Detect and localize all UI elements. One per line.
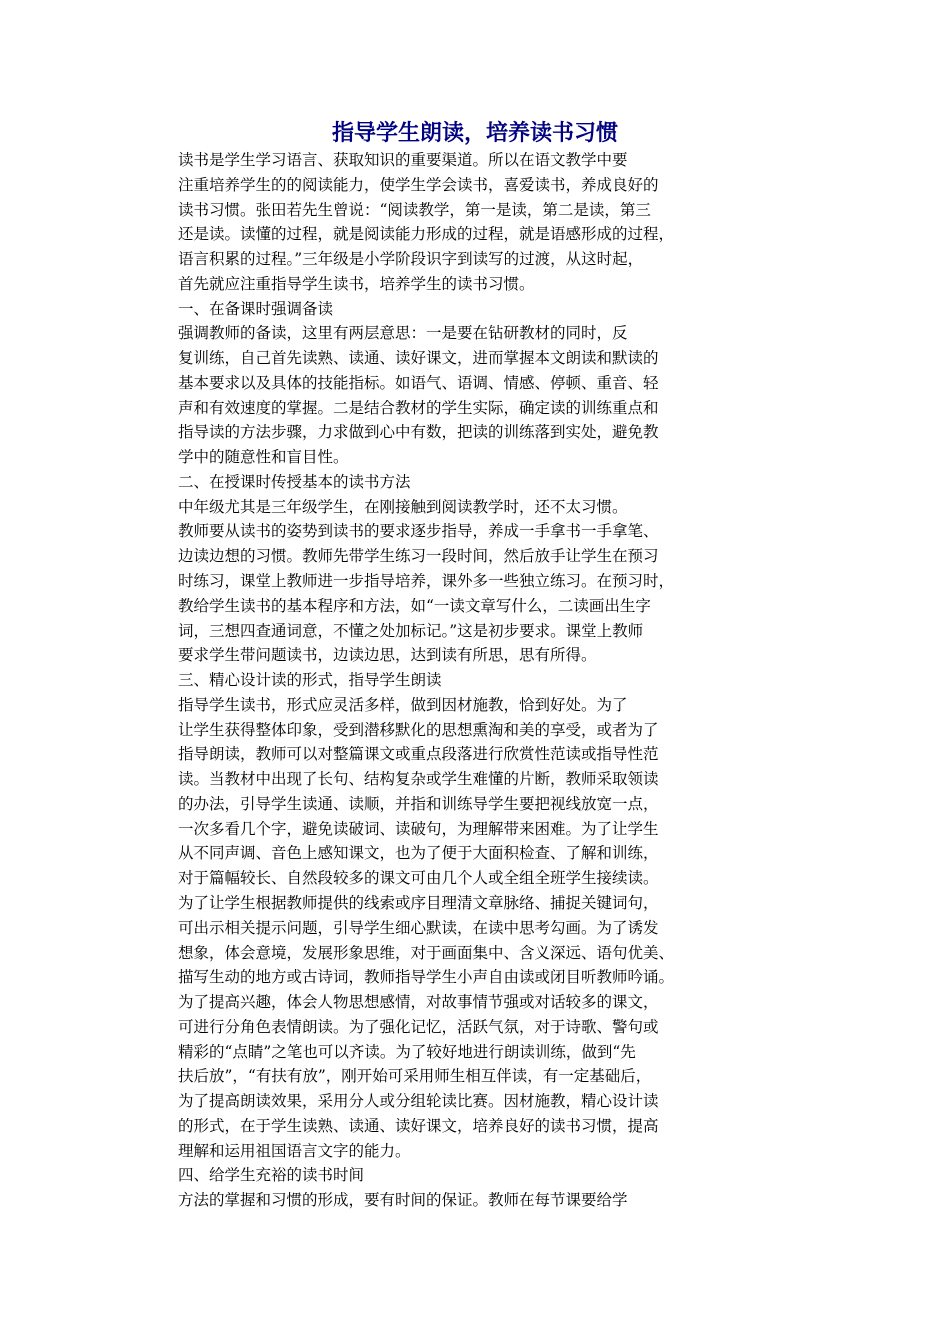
body-line: 要求学生带问题读书，边读边思，达到读有所思，思有所得。 [178,646,597,665]
body-line: 从不同声调、音色上感知课文，也为了便于大面积检查、了解和训练， [178,844,659,863]
body-line: 为了让学生根据教师提供的线索或序目理清文章脉络、捕捉关键词句， [178,893,659,912]
section-heading: 二、在授课时传授基本的读书方法 [178,472,411,491]
body-line: 强调教师的备读，这里有两层意思：一是要在钻研教材的同时，反 [178,324,628,343]
body-line: 时练习，课堂上教师进一步指导培养，课外多一些独立练习。在预习时， [178,572,675,591]
body-line: 声和有效速度的掌握。二是结合教材的学生实际，确定读的训练重点和 [178,398,659,417]
body-line: 中年级尤其是三年级学生，在刚接触到阅读教学时，还不太习惯。 [178,497,628,516]
body-line: 词，三想四查通词意，不懂之处加标记。”这是初步要求。课堂上教师 [178,621,644,640]
body-line: 复训练，自己首先读熟、读通、读好课文，进而掌握本文朗读和默读的 [178,349,659,368]
body-line: 边读边想的习惯。教师先带学生练习一段时间，然后放手让学生在预习 [178,547,659,566]
body-line: 指导学生读书，形式应灵活多样，做到因材施教，恰到好处。为了 [178,695,628,714]
body-line: 读。当教材中出现了长句、结构复杂或学生难懂的片断，教师采取领读 [178,770,659,789]
body-line: 理解和运用祖国语言文字的能力。 [178,1141,411,1160]
body-line: 读书是学生学习语言、获取知识的重要渠道。所以在语文教学中要 [178,151,628,169]
body-line: 可进行分角色表情朗读。为了强化记忆，活跃气氛，对于诗歌、警句或 [178,1017,659,1036]
document-body [178,148,738,1213]
body-line: 一次多看几个字，避免读破词、读破句，为理解带来困难。为了让学生 [178,819,659,838]
body-line: 对于篇幅较长、自然段较多的课文可由几个人或全组全班学生接续读。 [178,869,659,888]
body-line: 方法的掌握和习惯的形成，要有时间的保证。教师在每节课要给学 [178,1191,628,1210]
body-line: 注重培养学生的的阅读能力，使学生学会读书，喜爱读书，养成良好的 [178,175,659,194]
section-heading: 一、在备课时强调备读 [178,299,334,318]
body-line: 的形式，在于学生读熟、读通、读好课文，培养良好的读书习惯，提高 [178,1116,659,1135]
body-line: 还是读。读懂的过程，就是阅读能力形成的过程，就是语感形成的过程， [178,225,675,244]
body-line: 为了提高朗读效果，采用分人或分组轮读比赛。因材施教，精心设计读 [178,1092,659,1111]
body-line: 读书习惯。张田若先生曾说：“阅读教学，第一是读，第二是读，第三 [178,200,651,219]
body-line: 教师要从读书的姿势到读书的要求逐步指导，养成一手拿书一手拿笔、 [178,522,659,541]
body-line: 精彩的“点睛”之笔也可以齐读。为了较好地进行朗读训练，做到“先 [178,1042,636,1061]
document-title: 指导学生朗读，培养读书习惯 [331,120,618,146]
body-line: 的办法，引导学生读通、读顺，并指和训练导学生要把视线放宽一点， [178,794,659,813]
body-line: 指导朗读，教师可以对整篇课文或重点段落进行欣赏性范读或指导性范 [178,745,659,764]
body-line: 可出示相关提示问题，引导学生细心默读，在读中思考勾画。为了诱发 [178,918,659,937]
body-line: 教给学生读书的基本程序和方法，如“一读文章写什么，二读画出生字 [178,596,651,615]
body-line: 描写生动的地方或古诗词，教师指导学生小声自由读或闭目听教师吟诵。 [178,968,675,987]
body-line: 扶后放”，“有扶有放”，刚开始可采用师生相互伴读，有一定基础后， [178,1067,652,1086]
body-line: 指导读的方法步骤，力求做到心中有数，把读的训练落到实处，避免教 [178,423,659,442]
body-line: 语言积累的过程。”三年级是小学阶段识字到读写的过渡，从这时起， [178,250,644,269]
body-line: 首先就应注重指导学生读书，培养学生的读书习惯。 [178,274,535,293]
body-line: 学中的随意性和盲目性。 [178,448,349,467]
body-line: 想象，体会意境，发展形象思维，对于画面集中、含义深远、语句优美、 [178,943,675,962]
body-line: 让学生获得整体印象，受到潜移默化的思想熏淘和美的享受，或者为了 [178,720,659,739]
body-line: 为了提高兴趣，体会人物思想感情，对故事情节强或对话较多的课文， [178,993,659,1012]
section-heading: 四、给学生充裕的读书时间 [178,1166,365,1185]
section-heading: 三、精心设计读的形式，指导学生朗读 [178,671,442,690]
body-line: 基本要求以及具体的技能指标。如语气、语调、情感、停顿、重音、轻 [178,373,659,392]
